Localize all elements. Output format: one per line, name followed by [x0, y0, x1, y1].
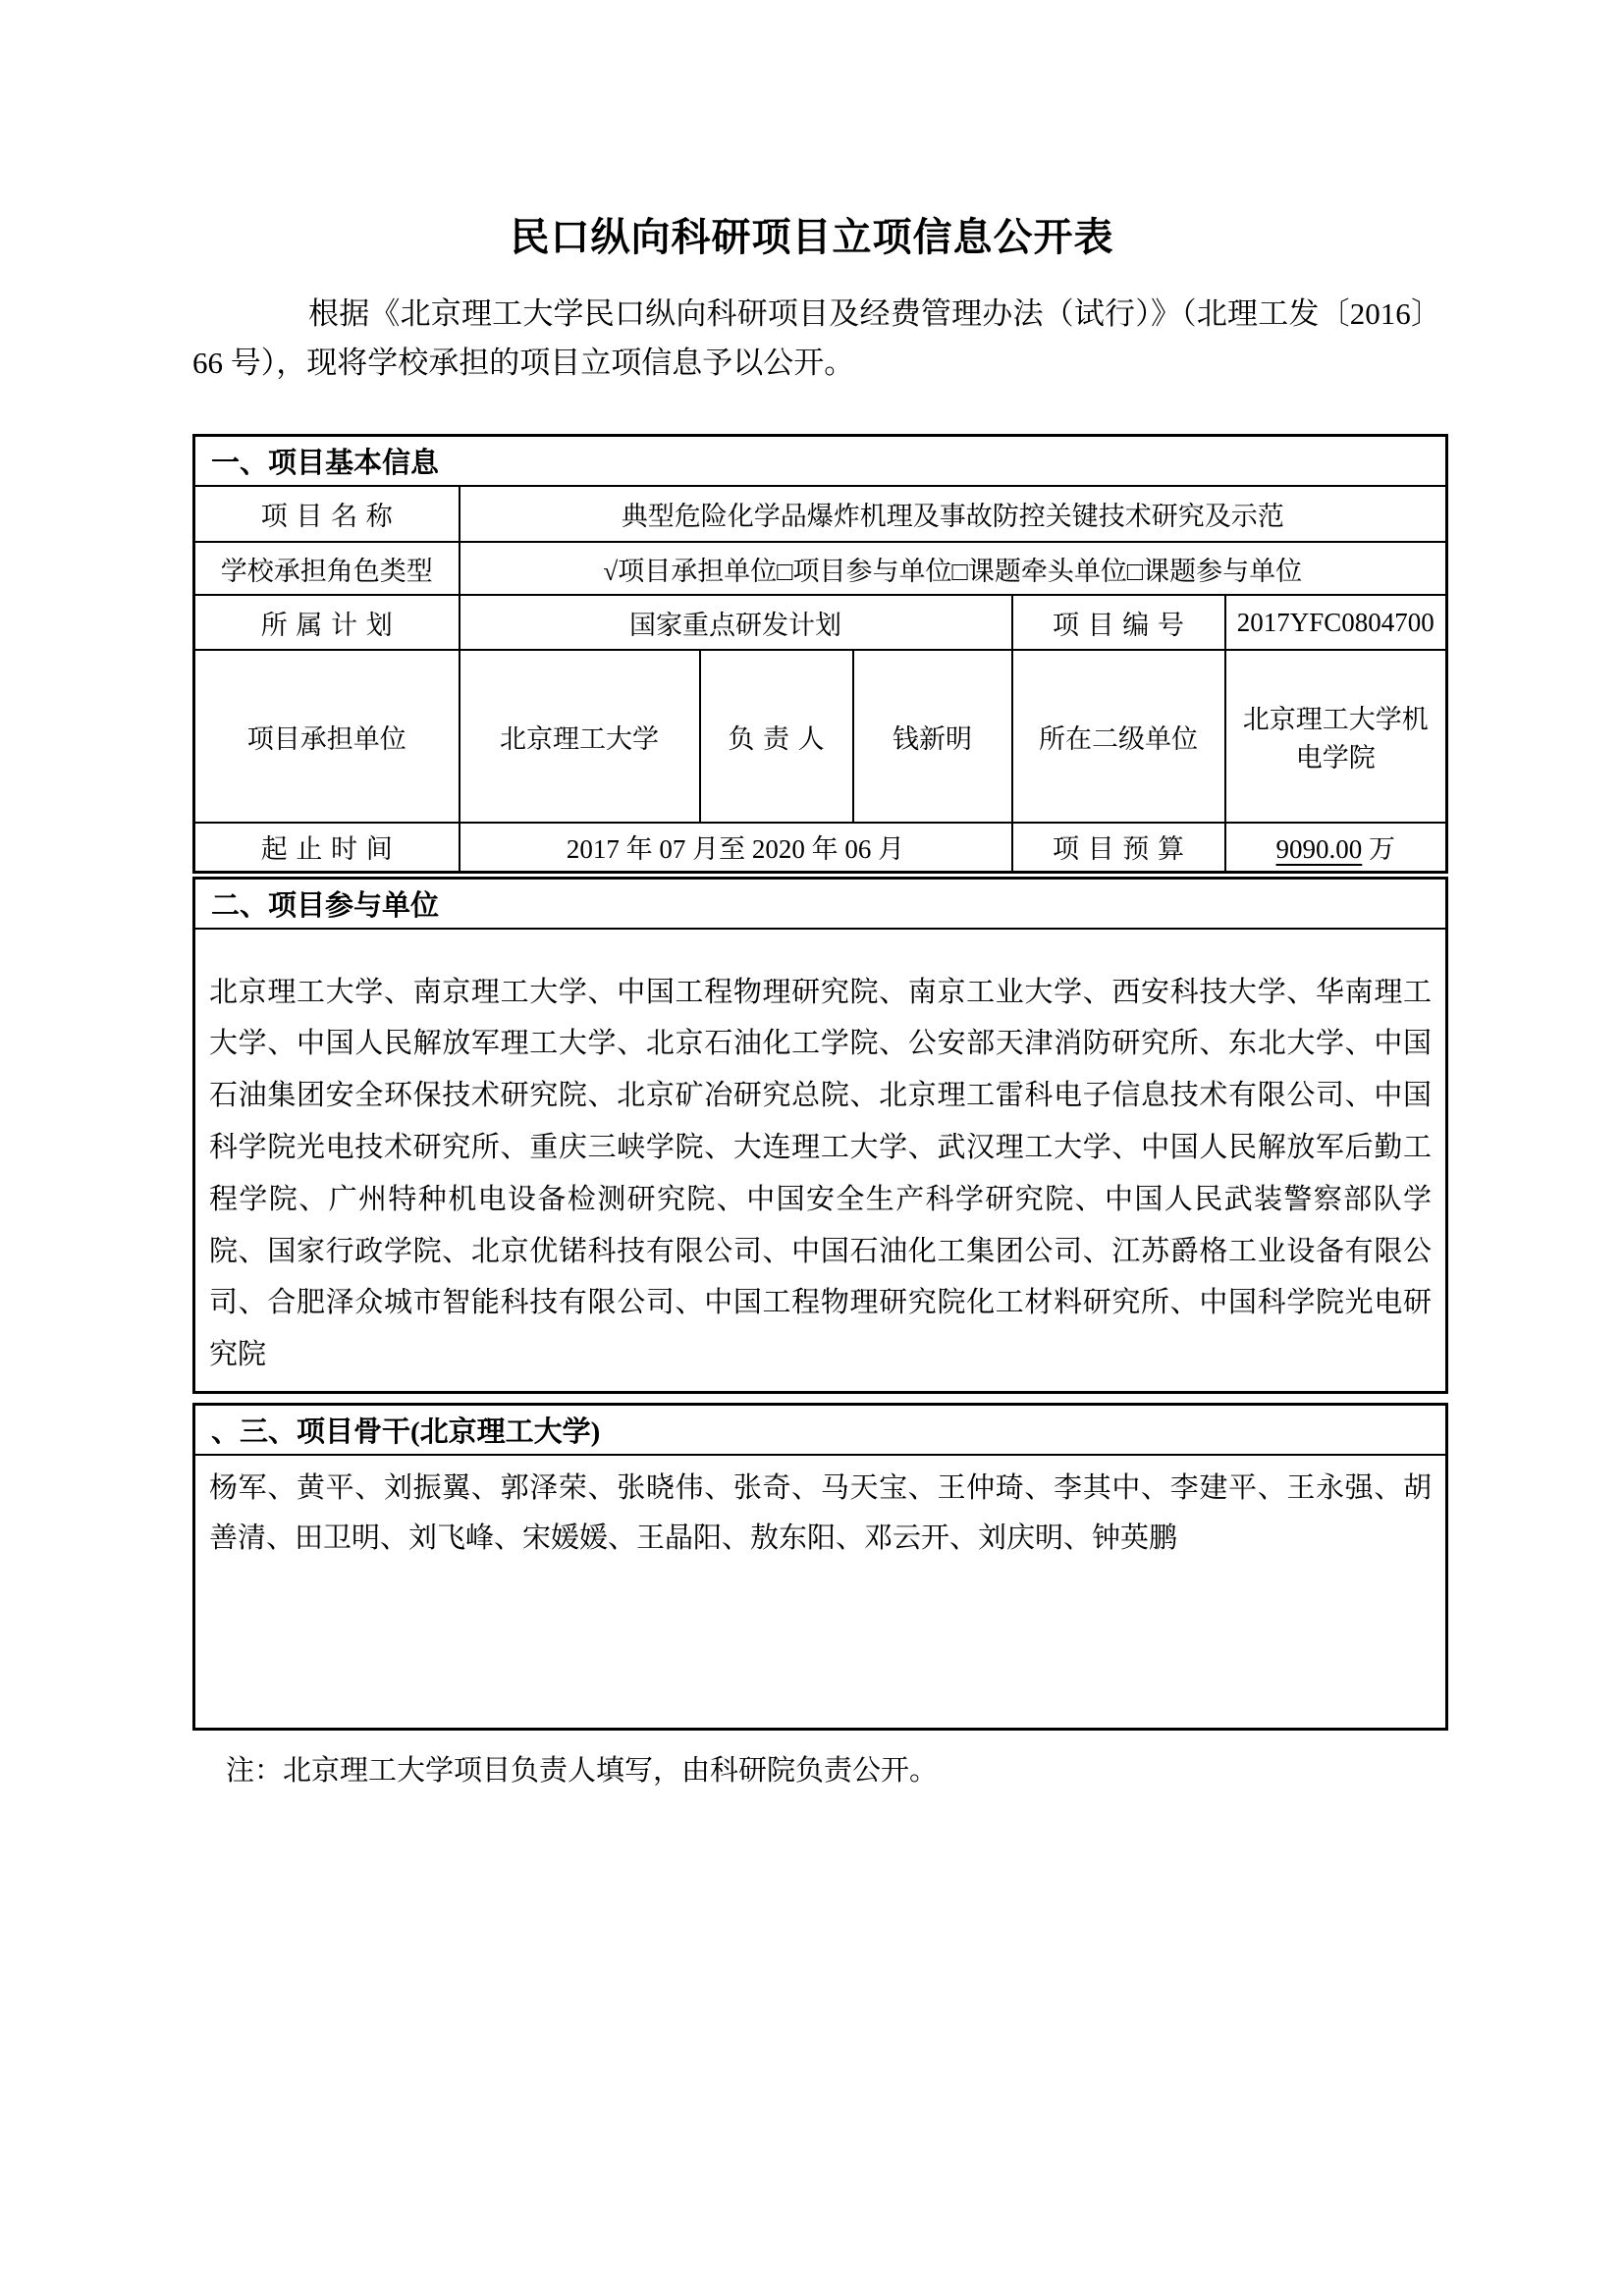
project-name-label: 项目名称: [194, 486, 460, 542]
project-no-value: 2017YFC0804700: [1225, 595, 1447, 650]
members-row: [194, 1455, 1447, 1730]
participants-list: 北京理工大学、南京理工大学、中国工程物理研究院、南京工业大学、西安科技大学、华南理工大学、中国人民解放军理工大学、北京石油化工学院、公安部天津消防研究所、东北大学、中国石油集团安全环保技术研究院、北京矿冶研究总院、北京理工雷科电子信息技术有限公司、中国科学院光电技术研究所、重庆三峡学院、大连理工大学、武汉理工大学、中国人民解放军后勤工程学院、广州特种机电设备检测研究院、中国安全生产科学研究院、中国人民武装警察部队学院、国家行政学院、北京优锘科技有限公司、中国石油化工集团公司、江苏爵格工业设备有限公司、合肥泽众城市智能科技有限公司、中国工程物理研究院化工材料研究所、中国科学院光电研究院: [194, 929, 1447, 1393]
project-name-row: [194, 486, 1447, 542]
budget-unit: 万: [1362, 834, 1396, 865]
participants-row: [194, 929, 1447, 1393]
budget-value-cell: [1225, 823, 1447, 872]
intro-paragraph: 根据《北京理工大学民口纵向科研项目及经费管理办法（试行）》（北理工发〔2016〕66 号），现将学校承担的项目立项信息予以公开。: [192, 296, 1441, 380]
secondary-unit-value: 北京理工大学机电学院: [1225, 650, 1447, 823]
basic-info-table: [192, 434, 1448, 874]
section3-header-row: [194, 1404, 1447, 1455]
undertaker-row: [194, 650, 1447, 823]
section2-heading: 二、项目参与单位: [194, 878, 1447, 929]
undertaker-label: 项目承担单位: [194, 650, 460, 823]
participants-table: [192, 877, 1448, 1394]
section3-heading: 、三、项目骨干(北京理工大学): [194, 1404, 1447, 1455]
section2-header-row: [194, 878, 1447, 929]
leader-value: 钱新明: [853, 650, 1012, 823]
role-type-label: 学校承担角色类型: [194, 542, 460, 595]
duration-label: 起止时间: [194, 823, 460, 872]
section1-header-row: [194, 436, 1447, 487]
project-name-value: 典型危险化学品爆炸机理及事故防控关键技术研究及示范: [460, 486, 1447, 542]
members-list: 杨军、黄平、刘振翼、郭泽荣、张晓伟、张奇、马天宝、王仲琦、李其中、李建平、王永强、胡善清、田卫明、刘飞峰、宋媛媛、王晶阳、敖东阳、邓云开、刘庆明、钟英鹏: [194, 1455, 1447, 1730]
project-no-label: 项目编号: [1012, 595, 1225, 650]
role-type-row: [194, 542, 1447, 595]
plan-row: [194, 595, 1447, 650]
duration-value: 2017 年 07 月至 2020 年 06 月: [460, 823, 1012, 872]
footer-note: 注：北京理工大学项目负责人填写，由科研院负责公开。: [226, 1755, 939, 1788]
budget-amount: 9090.00: [1275, 834, 1363, 865]
plan-label: 所属计划: [194, 595, 460, 650]
secondary-unit-label: 所在二级单位: [1012, 650, 1225, 823]
duration-row: [194, 823, 1447, 872]
plan-value: 国家重点研发计划: [460, 595, 1012, 650]
leader-label: 负责人: [700, 650, 853, 823]
role-type-value: √项目承担单位□项目参与单位□课题牵头单位□课题参与单位: [460, 542, 1447, 595]
budget-label: 项目预算: [1012, 823, 1225, 872]
undertaker-value: 北京理工大学: [460, 650, 700, 823]
key-members-table: [192, 1403, 1448, 1732]
section1-heading: 一、项目基本信息: [194, 436, 1447, 487]
page-title: 民口纵向科研项目立项信息公开表: [510, 215, 1114, 259]
